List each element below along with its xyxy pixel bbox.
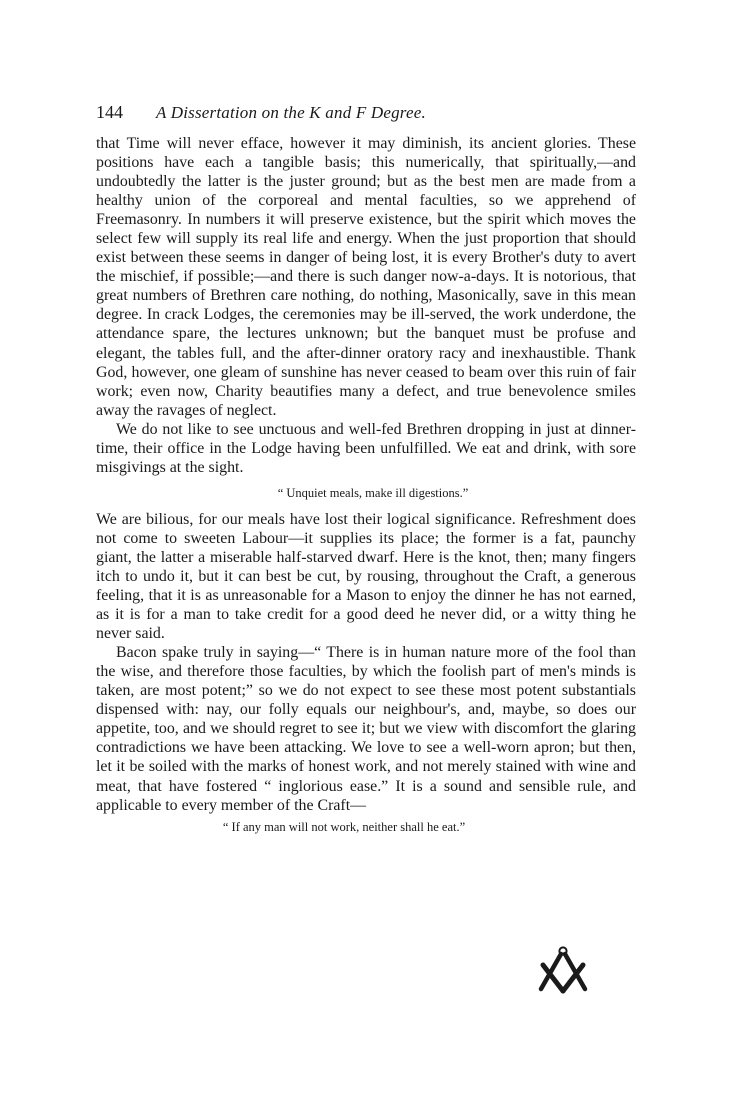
paragraph-3: We are bilious, for our meals have lost their logical significance. Refreshment does not come to sweeten Labour—it supplies its place; the former is a fat, paunchy giant, the latter a miserable half-starved dwarf. Here is the knot, then; many fingers itch to undo it, but it can best be cut, by rousing, throughout the Craft, a generous feeling, that it is as unreasonable for a Mason to enjoy the dinner he has not earned, as it is for a man to take credit for a good deed he never did, or a witty thing he never said. xyxy=(96,510,636,643)
paragraph-4: Bacon spake truly in saying—“ There is in human nature more of the fool than the wise, and therefore those faculties, by which the foolish part of men's minds is taken, are most potent;” so we do not expect to see these most potent substantials dispensed with: nay, our folly equals our neighbour's, and, maybe, so does our appetite, too, and we should regret to see it; but we view with discomfort the glaring contradictions we have been attacking. We love to see a well-worn apron; but then, let it be soiled with the marks of honest work, and not merely stained with wine and meat, that have fostered “ inglorious ease.” It is a sound and sensible rule, and applicable to every member of the Craft— xyxy=(96,644,636,814)
page-number: 144 xyxy=(96,102,123,122)
running-title: A Dissertation on the K and F Degree. xyxy=(156,103,426,122)
paragraph-1: that Time will never efface, however it may diminish, its ancient glories. These positions have each a tangible basis; this numerically, that spiritually,—and undoubtedly the latter is the juster ground; but as the best men are made from a healthy union of the corporeal and mental faculties, so we apprehend of Freemasonry. In numbers it will preserve existence, but the spirit which moves the select few will supply its real life and energy. When the just proportion that should exist between these seems in danger of being lost, it is every Brother's duty to avert the mischief, if possible;—and there is such danger now-a-days. It is notorious, that great numbers of Brethren care nothing, do nothing, Masonically, save in this mean degree. In crack Lodges, the ceremonies may be ill-served, the work underdone, the attendance spare, the lectures unknown; but the banquet must be profuse and elegant, the tables full, and the after-dinner oratory racy and inexhaustible. Thank God, however, one gleam of sunshine has never ceased to beam over this ruin of fair work; even now, Charity beautifies many a defect, and true benevolence smiles away the ravages of neglect. xyxy=(96,135,636,419)
quotation-2: “ If any man will not work, neither shall he eat.” xyxy=(222,819,466,834)
running-head xyxy=(96,102,636,132)
book-page xyxy=(96,102,636,844)
quotation-1: “ Unquiet meals, make ill digestions.” xyxy=(277,485,469,500)
paragraph-2: We do not like to see unctuous and well-fed Brethren dropping in just at dinner-time, their office in the Lodge having been unfulfilled. We eat and drink, with sore misgivings at the sight. xyxy=(96,420,636,476)
square-and-compasses-icon xyxy=(535,945,591,997)
